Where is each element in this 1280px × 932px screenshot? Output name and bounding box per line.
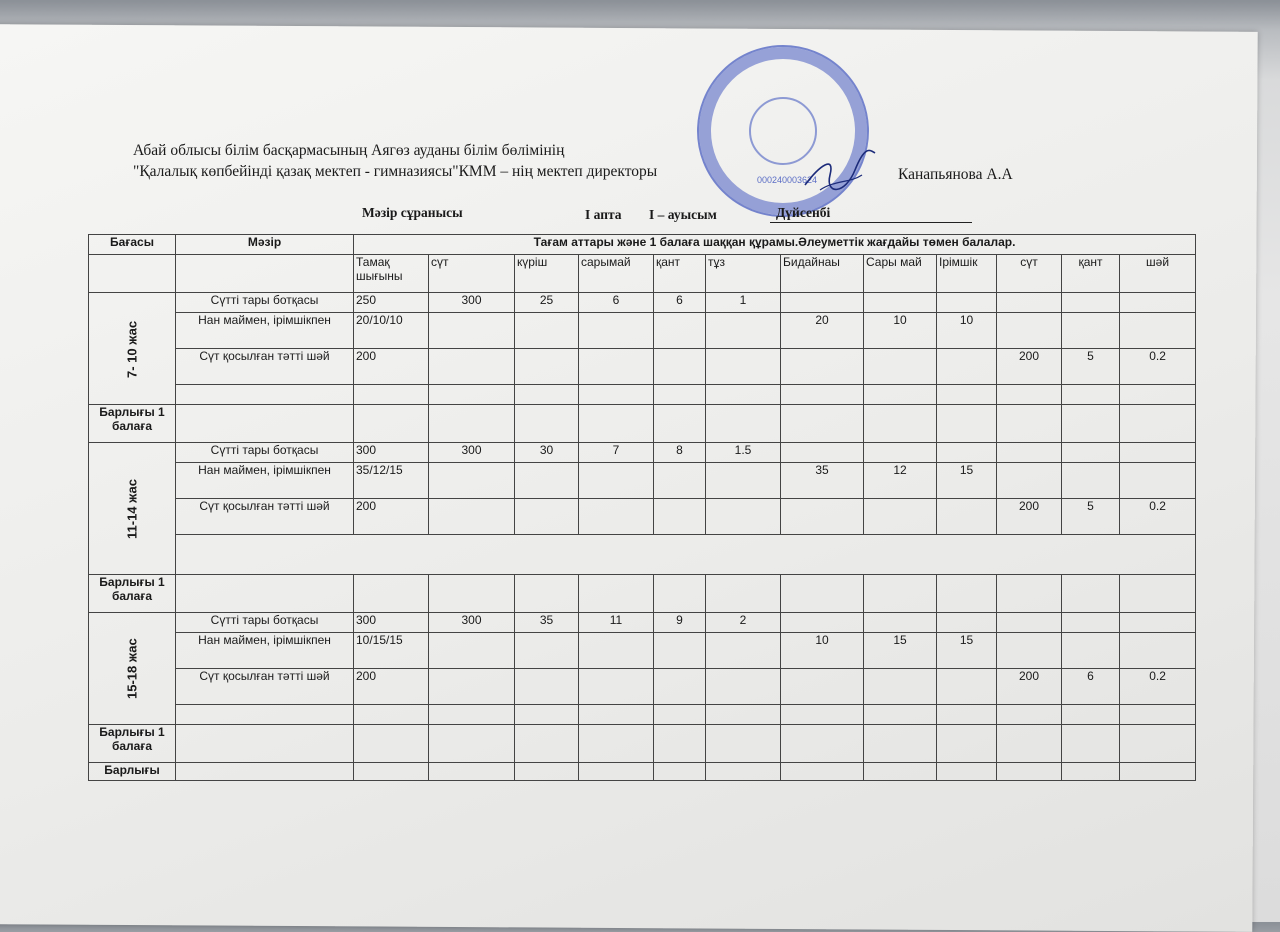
table-row (89, 613, 1196, 633)
value-cell (937, 613, 997, 633)
value-cell (1062, 613, 1120, 633)
value-cell (864, 669, 937, 705)
table-subheader-row (89, 255, 1196, 293)
empty-cell (429, 705, 515, 725)
value-cell (706, 669, 781, 705)
empty-cell (1120, 763, 1196, 781)
value-cell: 5 (1062, 499, 1120, 535)
value-cell (864, 499, 937, 535)
total-label: Барлығы 1 балаға (89, 405, 176, 443)
col-header-price: Бағасы (89, 235, 176, 255)
table-row-blank (89, 385, 1196, 405)
value-cell (579, 633, 654, 669)
table-row-blank (89, 705, 1196, 725)
empty-cell (176, 385, 354, 405)
subheader-2: сүт (429, 255, 515, 293)
empty-cell (706, 705, 781, 725)
empty-cell (997, 405, 1062, 443)
empty-cell (706, 725, 781, 763)
table-row-blank (89, 535, 1196, 575)
value-cell: 300 (354, 443, 429, 463)
value-cell (781, 613, 864, 633)
subheader-5: қант (654, 255, 706, 293)
value-cell (579, 313, 654, 349)
subheader-4: сарымай (579, 255, 654, 293)
value-cell (1062, 293, 1120, 313)
empty-cell (579, 705, 654, 725)
empty-cell (515, 725, 579, 763)
table-row (89, 499, 1196, 535)
value-cell (429, 349, 515, 385)
value-cell (864, 293, 937, 313)
header-director-name: Канапьянова А.А (898, 166, 1013, 183)
total-label: Барлығы 1 балаға (89, 575, 176, 613)
value-cell: 200 (997, 349, 1062, 385)
empty-cell (864, 705, 937, 725)
dish-name: Сүтті тары ботқасы (176, 293, 354, 313)
value-cell: 10 (781, 633, 864, 669)
value-cell (997, 463, 1062, 499)
value-cell (781, 443, 864, 463)
value-cell: 5 (1062, 349, 1120, 385)
empty-cell (1062, 763, 1120, 781)
value-cell (579, 499, 654, 535)
value-cell: 250 (354, 293, 429, 313)
value-cell (781, 669, 864, 705)
day-label: Дүйсенбі (776, 205, 831, 220)
value-cell (1062, 463, 1120, 499)
value-cell (997, 313, 1062, 349)
value-cell (1120, 613, 1196, 633)
empty-cell (706, 405, 781, 443)
value-cell (1062, 443, 1120, 463)
value-cell (654, 313, 706, 349)
value-cell (997, 293, 1062, 313)
empty-cell (781, 575, 864, 613)
value-cell (706, 499, 781, 535)
empty-cell (354, 725, 429, 763)
empty-cell (781, 385, 864, 405)
empty-cell (654, 725, 706, 763)
grand-total-label: Барлығы (89, 763, 176, 781)
empty-cell (515, 763, 579, 781)
menu-request-title: Мәзір сұранысы (362, 205, 463, 220)
value-cell: 20 (781, 313, 864, 349)
subheader-1: Тамақ шығыны (354, 255, 429, 293)
table-row (89, 633, 1196, 669)
empty-cell (354, 405, 429, 443)
total-row (89, 575, 1196, 613)
value-cell (997, 613, 1062, 633)
value-cell: 10 (937, 313, 997, 349)
value-cell: 0.2 (1120, 499, 1196, 535)
table-row (89, 349, 1196, 385)
empty-cell (997, 705, 1062, 725)
table-row (89, 669, 1196, 705)
shift-label: І – ауысым (649, 207, 717, 222)
empty-cell (654, 405, 706, 443)
dish-name: Нан маймен, ірімшікпен (176, 313, 354, 349)
dish-name: Сүт қосылған тәтті шәй (176, 669, 354, 705)
value-cell (515, 633, 579, 669)
age-group-label: 7- 10 жас (89, 293, 176, 405)
value-cell: 20/10/10 (354, 313, 429, 349)
empty-cell (176, 725, 354, 763)
value-cell: 15 (937, 633, 997, 669)
value-cell: 1 (706, 293, 781, 313)
empty-cell (354, 575, 429, 613)
empty-cell (1120, 705, 1196, 725)
value-cell: 200 (997, 669, 1062, 705)
empty-cell (1120, 575, 1196, 613)
value-cell: 300 (354, 613, 429, 633)
empty-cell (781, 405, 864, 443)
empty-cell (515, 575, 579, 613)
value-cell (429, 463, 515, 499)
empty-cell (429, 575, 515, 613)
value-cell: 300 (429, 613, 515, 633)
value-cell (654, 349, 706, 385)
empty-cell (864, 385, 937, 405)
empty-cell (1062, 405, 1120, 443)
value-cell (864, 613, 937, 633)
empty-cell (1120, 405, 1196, 443)
empty-cell (1062, 385, 1120, 405)
value-cell: 25 (515, 293, 579, 313)
empty-cell (997, 725, 1062, 763)
empty-cell (579, 405, 654, 443)
total-row (89, 725, 1196, 763)
empty-cell (515, 405, 579, 443)
empty-cell (176, 535, 1196, 575)
value-cell (997, 443, 1062, 463)
value-cell (579, 463, 654, 499)
dish-name: Сүтті тары ботқасы (176, 443, 354, 463)
empty-cell (937, 725, 997, 763)
value-cell (781, 499, 864, 535)
value-cell (515, 463, 579, 499)
value-cell (515, 669, 579, 705)
empty-cell (579, 725, 654, 763)
table-row (89, 463, 1196, 499)
empty-cell (864, 725, 937, 763)
empty-cell (579, 763, 654, 781)
value-cell: 30 (515, 443, 579, 463)
week-label: І апта (585, 207, 622, 222)
empty-cell (997, 763, 1062, 781)
header-department: Абай облысы білім басқармасының Аягөз ауданы білім бөлімінің (133, 142, 565, 159)
value-cell: 6 (1062, 669, 1120, 705)
dish-name: Сүт қосылған тәтті шәй (176, 499, 354, 535)
value-cell (937, 293, 997, 313)
value-cell (429, 499, 515, 535)
value-cell (1062, 633, 1120, 669)
value-cell: 0.2 (1120, 669, 1196, 705)
value-cell (706, 349, 781, 385)
value-cell (429, 313, 515, 349)
empty-cell (654, 385, 706, 405)
subheader-8: Сары май (864, 255, 937, 293)
empty-cell (997, 385, 1062, 405)
empty-cell (937, 705, 997, 725)
empty-cell (937, 385, 997, 405)
value-cell: 15 (937, 463, 997, 499)
signature (800, 145, 880, 200)
empty-cell (1062, 575, 1120, 613)
value-cell: 7 (579, 443, 654, 463)
day-underline (770, 204, 972, 223)
value-cell: 15 (864, 633, 937, 669)
empty-cell (864, 405, 937, 443)
value-cell: 200 (997, 499, 1062, 535)
empty-cell (89, 255, 176, 293)
value-cell: 9 (654, 613, 706, 633)
seal-number: 000240003624 (757, 175, 818, 185)
empty-cell (354, 763, 429, 781)
empty-cell (1120, 725, 1196, 763)
value-cell (1062, 313, 1120, 349)
value-cell (781, 293, 864, 313)
empty-cell (176, 405, 354, 443)
empty-cell (706, 385, 781, 405)
subheader-6: тұз (706, 255, 781, 293)
subheader-7: Бидайнаы (781, 255, 864, 293)
empty-cell (176, 255, 354, 293)
empty-cell (937, 575, 997, 613)
value-cell (864, 443, 937, 463)
empty-cell (579, 575, 654, 613)
value-cell (429, 669, 515, 705)
age-group-label: 11-14 жас (89, 443, 176, 575)
value-cell: 8 (654, 443, 706, 463)
value-cell: 6 (579, 293, 654, 313)
col-header-composition: Тағам аттары және 1 балаға шаққан құрамы.Әлеуметтік жағдайы төмен балалар. (354, 235, 1196, 255)
empty-cell (429, 405, 515, 443)
empty-cell (781, 763, 864, 781)
value-cell (515, 499, 579, 535)
empty-cell (781, 705, 864, 725)
empty-cell (176, 705, 354, 725)
empty-cell (864, 575, 937, 613)
empty-cell (515, 385, 579, 405)
value-cell (706, 313, 781, 349)
grand-total-row (89, 763, 1196, 781)
value-cell (781, 349, 864, 385)
value-cell (1120, 633, 1196, 669)
value-cell: 12 (864, 463, 937, 499)
dish-name: Нан маймен, ірімшікпен (176, 463, 354, 499)
value-cell (579, 349, 654, 385)
table-header-row (89, 235, 1196, 255)
empty-cell (937, 763, 997, 781)
value-cell (937, 349, 997, 385)
empty-cell (654, 763, 706, 781)
value-cell (654, 499, 706, 535)
value-cell: 200 (354, 669, 429, 705)
value-cell (654, 633, 706, 669)
empty-cell (579, 385, 654, 405)
subheader-9: Ірімшік (937, 255, 997, 293)
empty-cell (997, 575, 1062, 613)
col-header-menu: Мәзір (176, 235, 354, 255)
empty-cell (354, 385, 429, 405)
value-cell (937, 443, 997, 463)
value-cell: 300 (429, 443, 515, 463)
value-cell (429, 633, 515, 669)
value-cell (1120, 463, 1196, 499)
value-cell (1120, 293, 1196, 313)
value-cell: 300 (429, 293, 515, 313)
empty-cell (1062, 725, 1120, 763)
value-cell: 35 (781, 463, 864, 499)
value-cell (579, 669, 654, 705)
empty-cell (429, 385, 515, 405)
subheader-10: сүт (997, 255, 1062, 293)
value-cell (654, 669, 706, 705)
empty-cell (706, 575, 781, 613)
dish-name: Сүтті тары ботқасы (176, 613, 354, 633)
value-cell: 35/12/15 (354, 463, 429, 499)
value-cell: 1.5 (706, 443, 781, 463)
empty-cell (781, 725, 864, 763)
value-cell (937, 499, 997, 535)
empty-cell (429, 763, 515, 781)
empty-cell (354, 705, 429, 725)
table-row (89, 313, 1196, 349)
value-cell: 10/15/15 (354, 633, 429, 669)
dish-name: Сүт қосылған тәтті шәй (176, 349, 354, 385)
value-cell: 10 (864, 313, 937, 349)
empty-cell (1062, 705, 1120, 725)
table-row (89, 293, 1196, 313)
value-cell: 2 (706, 613, 781, 633)
empty-cell (176, 575, 354, 613)
value-cell (1120, 313, 1196, 349)
total-label: Барлығы 1 балаға (89, 725, 176, 763)
empty-cell (706, 763, 781, 781)
value-cell (864, 349, 937, 385)
value-cell: 200 (354, 349, 429, 385)
value-cell (1120, 443, 1196, 463)
value-cell (997, 633, 1062, 669)
value-cell: 35 (515, 613, 579, 633)
subheader-3: күріш (515, 255, 579, 293)
table-row (89, 443, 1196, 463)
value-cell (706, 633, 781, 669)
empty-cell (429, 725, 515, 763)
value-cell (515, 349, 579, 385)
empty-cell (515, 705, 579, 725)
value-cell (654, 463, 706, 499)
value-cell (515, 313, 579, 349)
value-cell: 200 (354, 499, 429, 535)
header-school: "Қалалық көпбейінді қазақ мектеп - гимназиясы"КММ – нің мектеп директоры (133, 163, 658, 180)
empty-cell (654, 705, 706, 725)
subheader-11: қант (1062, 255, 1120, 293)
empty-cell (864, 763, 937, 781)
value-cell (937, 669, 997, 705)
dish-name: Нан маймен, ірімшікпен (176, 633, 354, 669)
menu-table (88, 234, 1196, 781)
age-group-label: 15-18 жас (89, 613, 176, 725)
value-cell: 11 (579, 613, 654, 633)
total-row (89, 405, 1196, 443)
value-cell: 0.2 (1120, 349, 1196, 385)
subheader-12: шәй (1120, 255, 1196, 293)
empty-cell (654, 575, 706, 613)
empty-cell (1120, 385, 1196, 405)
value-cell (706, 463, 781, 499)
empty-cell (176, 763, 354, 781)
value-cell: 6 (654, 293, 706, 313)
empty-cell (937, 405, 997, 443)
